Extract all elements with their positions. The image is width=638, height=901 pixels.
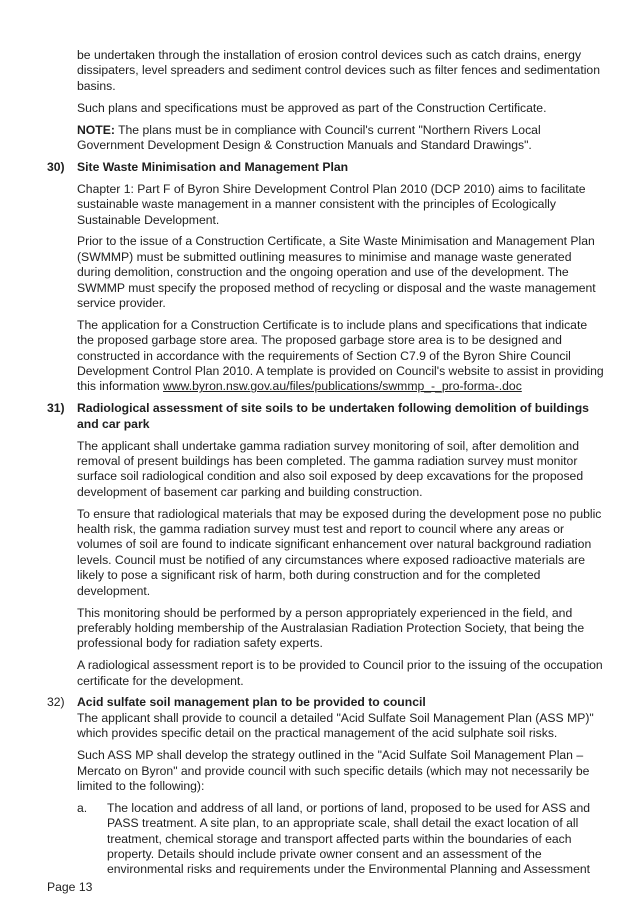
text-line: be undertaken through the installation of erosion control devices such as catch drains, energy	[77, 48, 582, 62]
text-line: basins.	[77, 78, 116, 93]
section-number: 31)	[47, 401, 65, 416]
swmmp-template-link[interactable]: www.byron.nsw.gov.au/files/publications/swmmp_-_pro-forma-.doc	[163, 379, 522, 394]
text-line: service provider.	[77, 295, 166, 310]
text-line: the proposed garbage store area. The proposed garbage store area is to be designed and	[77, 333, 562, 348]
text-line: The application for a Construction Certificate is to include plans and specifications that indicate	[77, 317, 588, 332]
text-line: property. Details should include private owner consent and an assessment of the	[107, 846, 542, 861]
text-line: Site Waste Minimisation and Management Plan	[77, 159, 349, 174]
text-line: (SWMMP) must be submitted outlining measures to minimise and manage waste generated	[77, 249, 572, 264]
text-line: development.	[77, 583, 151, 598]
text-line: To ensure that radiological materials that may be exposed during the development pose no public	[77, 506, 602, 521]
note-paragraph	[77, 123, 638, 154]
text-line: development of basement car parking and building construction.	[77, 484, 423, 499]
note-label: NOTE:	[77, 122, 115, 137]
text-line: This monitoring should be performed by a person appropriately experienced in the field, and	[77, 605, 573, 620]
text-line: Such ASS MP shall develop the strategy outlined in the "Acid Sulfate Soil Management Plan –	[77, 748, 584, 763]
section-heading	[47, 695, 638, 710]
paragraph	[77, 606, 638, 652]
paragraph	[77, 234, 638, 311]
text-line	[77, 123, 638, 138]
text-line: preferably holding membership of the Australasian Radiation Protection Society, that being the	[77, 620, 585, 635]
text-line: professional body for radiation safety experts.	[77, 636, 323, 651]
text-line: A radiological assessment report is to be provided to Council prior to the issuing of the occupation	[77, 658, 603, 673]
section-number: 30)	[47, 159, 65, 174]
paragraph	[77, 507, 638, 599]
list-item-label: a.	[77, 800, 88, 815]
text-line: removal of present buildings has been completed. The gamma radiation survey must monitor	[77, 453, 578, 468]
text-line: treatment, chemical storage and transport affected parts within the boundaries of each	[107, 831, 572, 846]
text-line: SWMMP must specify the proposed method of recycling or disposal and the waste management	[77, 280, 596, 295]
paragraph	[77, 658, 638, 689]
text-line: environmental risks and requirements under the Environmental Planning and Assessment	[107, 862, 591, 877]
text-line: during demolition, construction and the ongoing operation and use of the development. The	[77, 265, 569, 280]
text-line: Prior to the issue of a Construction Certificate, a Site Waste Minimisation and Management Plan	[77, 234, 595, 249]
text-line: and car park	[77, 416, 150, 431]
text-line: Radiological assessment of site soils to be undertaken following demolition of buildings	[77, 401, 589, 416]
list-item	[77, 800, 638, 878]
section-heading	[47, 401, 638, 432]
text-line: Chapter 1: Part F of Byron Shire Development Control Plan 2010 (DCP 2010) aims to facilitate	[77, 181, 586, 196]
paragraph	[77, 711, 638, 742]
text-line: The location and address of all land, or portions of land, proposed to be used for ASS and	[107, 800, 591, 815]
text-line: constructed in accordance with the requirements of Section C7.9 of the Byron Shire Council	[77, 348, 571, 363]
text-line: surface soil radiological condition and also soil exposed by deep excavations for the proposed	[77, 469, 584, 484]
text-line: certificate for the development.	[77, 673, 244, 688]
text-line: volumes of soil are found to indicate significant enhancement over natural background radiation	[77, 537, 592, 552]
text-line: The applicant shall provide to council a detailed "Acid Sulfate Soil Management Plan (ASS MP)"	[77, 710, 594, 725]
paragraph	[77, 748, 638, 794]
text-line: limited to the following):	[77, 778, 205, 793]
paragraph	[77, 48, 638, 94]
paragraph	[77, 318, 638, 395]
text-line-content: this information	[77, 379, 164, 394]
text-line: dissipaters, level spreaders and sediment control devices such as filter fences and sedimentation	[77, 63, 600, 78]
text-line: Such plans and specifications must be approved as part of the Construction Certificate.	[77, 100, 547, 115]
text-line: likely to pose a significant risk of harm, both during construction and for the completed	[77, 568, 541, 583]
section-number: 32)	[47, 695, 65, 710]
document-body	[0, 48, 638, 878]
text-line: Development Control Plan 2010. A template is provided on Council's website to assist in providing	[77, 364, 604, 379]
text-line: Acid sulfate soil management plan to be provided to council	[77, 695, 426, 710]
text-line: The applicant shall undertake gamma radiation survey monitoring of soil, after demolition and	[77, 438, 579, 453]
paragraph	[77, 182, 638, 228]
text-line-content: The plans must be in compliance with Council's current "Northern Rivers Local	[114, 122, 541, 137]
text-line: health risk, the gamma radiation survey must test and report to council where any areas or	[77, 522, 565, 537]
text-line: Mercato on Byron" and provide council with such specific details (which may not necessarily be	[77, 763, 590, 778]
text-line: Sustainable Development.	[77, 212, 220, 227]
text-line: levels. Council must be notified of any circumstances where exposed radioactive materials are	[77, 552, 586, 567]
paragraph	[77, 439, 638, 501]
paragraph	[77, 101, 638, 116]
page-number: Page 13	[47, 880, 93, 894]
text-line: sustainable waste management in a manner consistent with the principles of Ecologically	[77, 197, 556, 212]
text-line	[77, 379, 638, 394]
section-heading	[47, 159, 638, 175]
text-line: PASS treatment. A site plan, to an appropriate scale, shall detail the exact location of all	[107, 816, 579, 831]
text-line: which provides specific detail on the practical management of the acid sulphate soil risks.	[77, 726, 558, 741]
text-line: Government Development Design & Construction Manuals and Standard Drawings".	[77, 137, 532, 152]
